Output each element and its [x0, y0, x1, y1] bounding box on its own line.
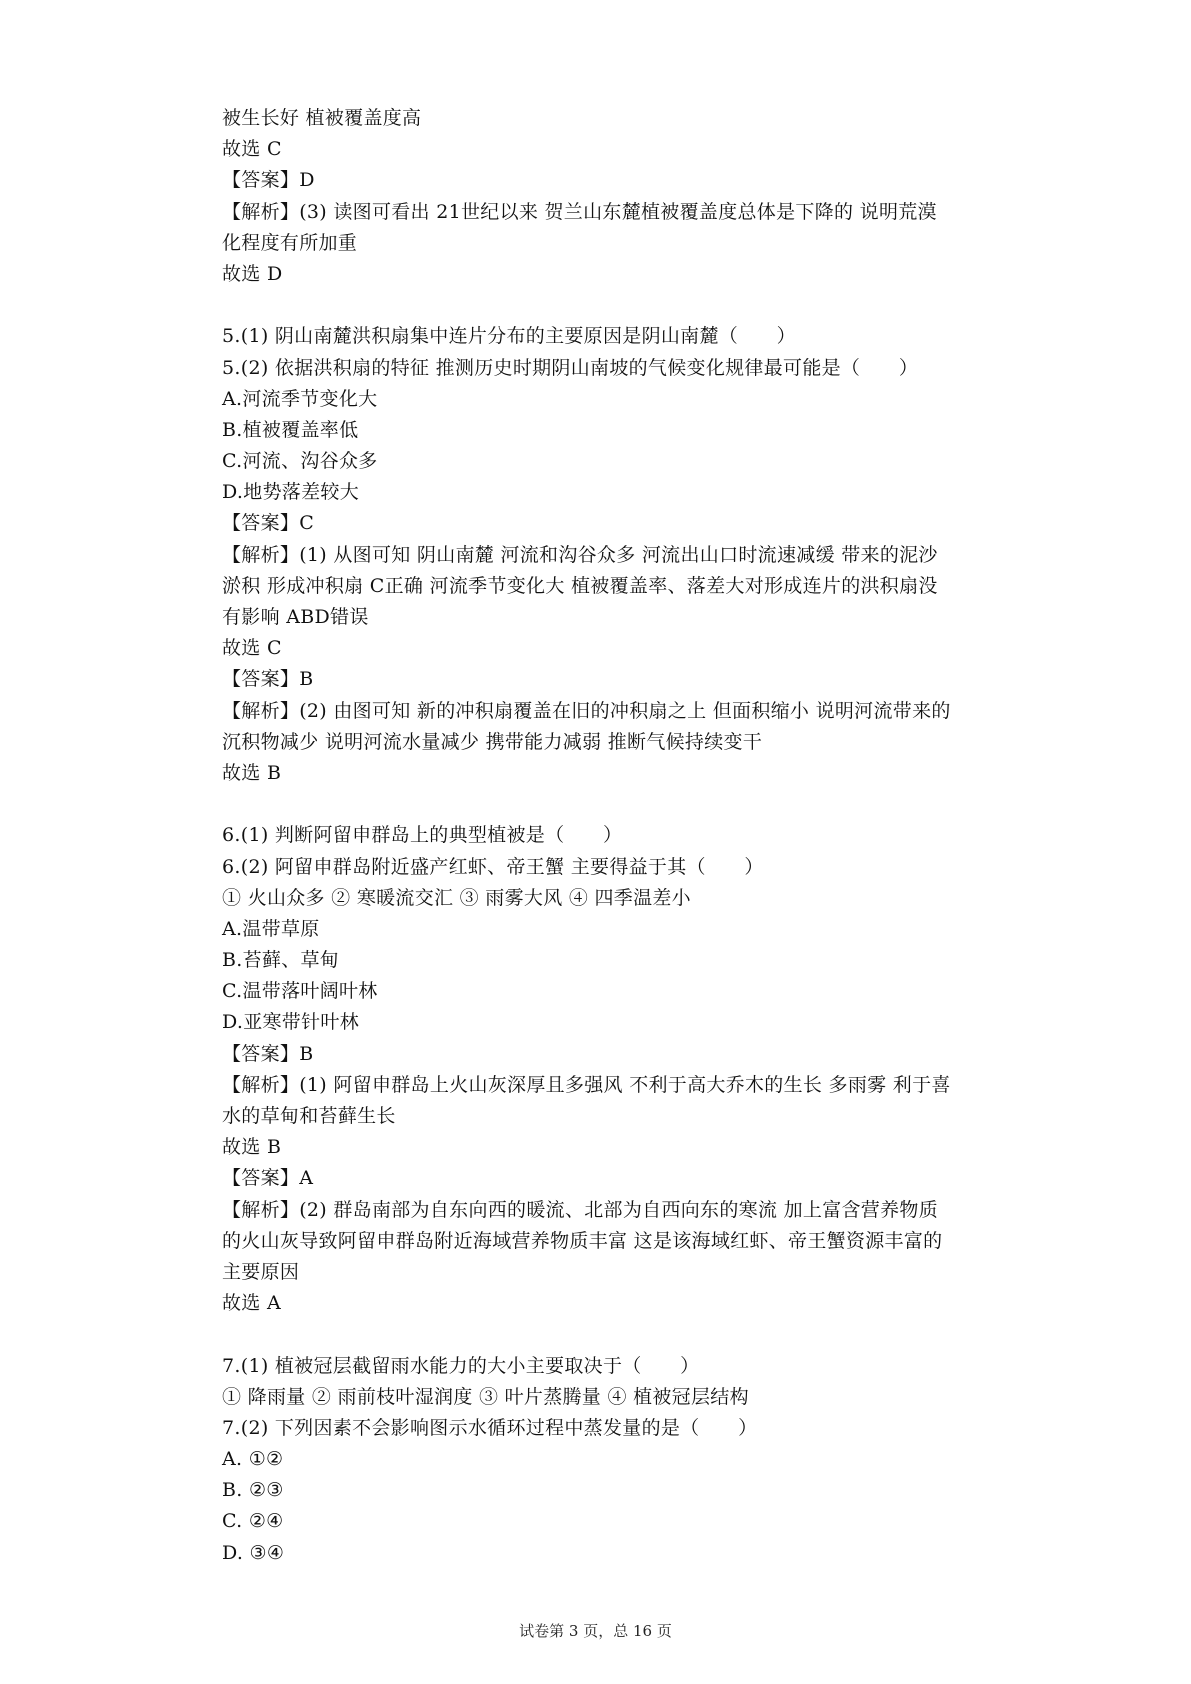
- text-line: 故选 C: [222, 637, 282, 660]
- question-line: 5.(2) 依据洪积扇的特征 推测历史时期阴山南坡的气候变化规律最可能是（ ）: [222, 356, 919, 379]
- text-line: 被生长好 植被覆盖度高: [222, 107, 422, 129]
- answer-line: 【答案】B: [222, 1042, 314, 1065]
- option-line: A.温带草原: [222, 917, 320, 940]
- answer-line: 【答案】C: [222, 512, 315, 535]
- option-line: B. ②③: [222, 1479, 284, 1502]
- analysis-line: 【解析】(2) 群岛南部为自东向西的暖流、北部为自西向东的寒流 加上富含营养物质: [222, 1198, 938, 1221]
- text-line: 沉积物减少 说明河流水量减少 携带能力减弱 推断气候持续变干: [222, 730, 763, 753]
- text-line: 故选 B: [222, 761, 282, 784]
- text-line: 化程度有所加重: [222, 231, 358, 254]
- option-line: B.苔藓、草甸: [222, 949, 340, 972]
- text-line: 主要原因: [222, 1260, 300, 1283]
- option-line: D.亚寒带针叶林: [222, 1011, 359, 1034]
- text-line: 水的草甸和苔藓生长: [222, 1105, 396, 1127]
- analysis-line: 【解析】(2) 由图可知 新的冲积扇覆盖在旧的冲积扇之上 但面积缩小 说明河流带来的: [222, 699, 951, 722]
- page-footer: 试卷第 3 页，总 16 页: [519, 1622, 672, 1640]
- option-line: B.植被覆盖率低: [222, 418, 359, 441]
- text-line: 淤积 形成冲积扇 C正确 河流季节变化大 植被覆盖率、落差大对形成连片的洪积扇没: [222, 574, 938, 597]
- question-line: 7.(2) 下列因素不会影响图示水循环过程中蒸发量的是（ ）: [222, 1416, 758, 1439]
- option-line: A. ①②: [222, 1448, 284, 1471]
- blank-line: [222, 290, 1022, 321]
- text-line: 故选 C: [222, 138, 282, 161]
- answer-line: 【答案】A: [222, 1167, 314, 1190]
- answer-line: 【答案】B: [222, 668, 314, 691]
- blank-line: [222, 1319, 1022, 1350]
- text-line: 故选 B: [222, 1136, 282, 1159]
- option-line: D.地势落差较大: [222, 481, 359, 504]
- document-body: [222, 103, 1022, 1569]
- question-line: 6.(1) 判断阿留申群岛上的典型植被是（ ）: [222, 824, 623, 847]
- option-line: C. ②④: [222, 1510, 284, 1533]
- analysis-line: 【解析】(3) 读图可看出 21世纪以来 贺兰山东麓植被覆盖度总体是下降的 说明荒漠: [222, 200, 937, 223]
- text-line: 的火山灰导致阿留申群岛附近海域营养物质丰富 这是该海域红虾、帝王蟹资源丰富的: [222, 1229, 943, 1252]
- question-line: 6.(2) 阿留申群岛附近盛产红虾、帝王蟹 主要得益于其（ ）: [222, 855, 764, 878]
- question-line: 5.(1) 阴山南麓洪积扇集中连片分布的主要原因是阴山南麓（ ）: [222, 325, 796, 348]
- text-line: 故选 D: [222, 262, 283, 285]
- text-line: 有影响 ABD错误: [222, 606, 369, 628]
- option-line: A.河流季节变化大: [222, 387, 378, 410]
- answer-line: 【答案】D: [222, 169, 315, 192]
- analysis-line: 【解析】(1) 从图可知 阴山南麓 河流和沟谷众多 河流出山口时流速减缓 带来的泥沙: [222, 543, 938, 566]
- option-line: D. ③④: [222, 1541, 285, 1564]
- blank-line: [222, 789, 1022, 820]
- option-line: C.温带落叶阔叶林: [222, 980, 378, 1003]
- text-line: 故选 A: [222, 1292, 281, 1315]
- option-line: C.河流、沟谷众多: [222, 450, 378, 473]
- analysis-line: 【解析】(1) 阿留申群岛上火山灰深厚且多强风 不利于高大乔木的生长 多雨雾 利于喜: [222, 1073, 951, 1096]
- choice-items-line: ① 火山众多 ② 寒暖流交汇 ③ 雨雾大风 ④ 四季温差小: [222, 886, 691, 909]
- choice-items-line: ① 降雨量 ② 雨前枝叶湿润度 ③ 叶片蒸腾量 ④ 植被冠层结构: [222, 1385, 749, 1408]
- question-line: 7.(1) 植被冠层截留雨水能力的大小主要取决于（ ）: [222, 1354, 700, 1377]
